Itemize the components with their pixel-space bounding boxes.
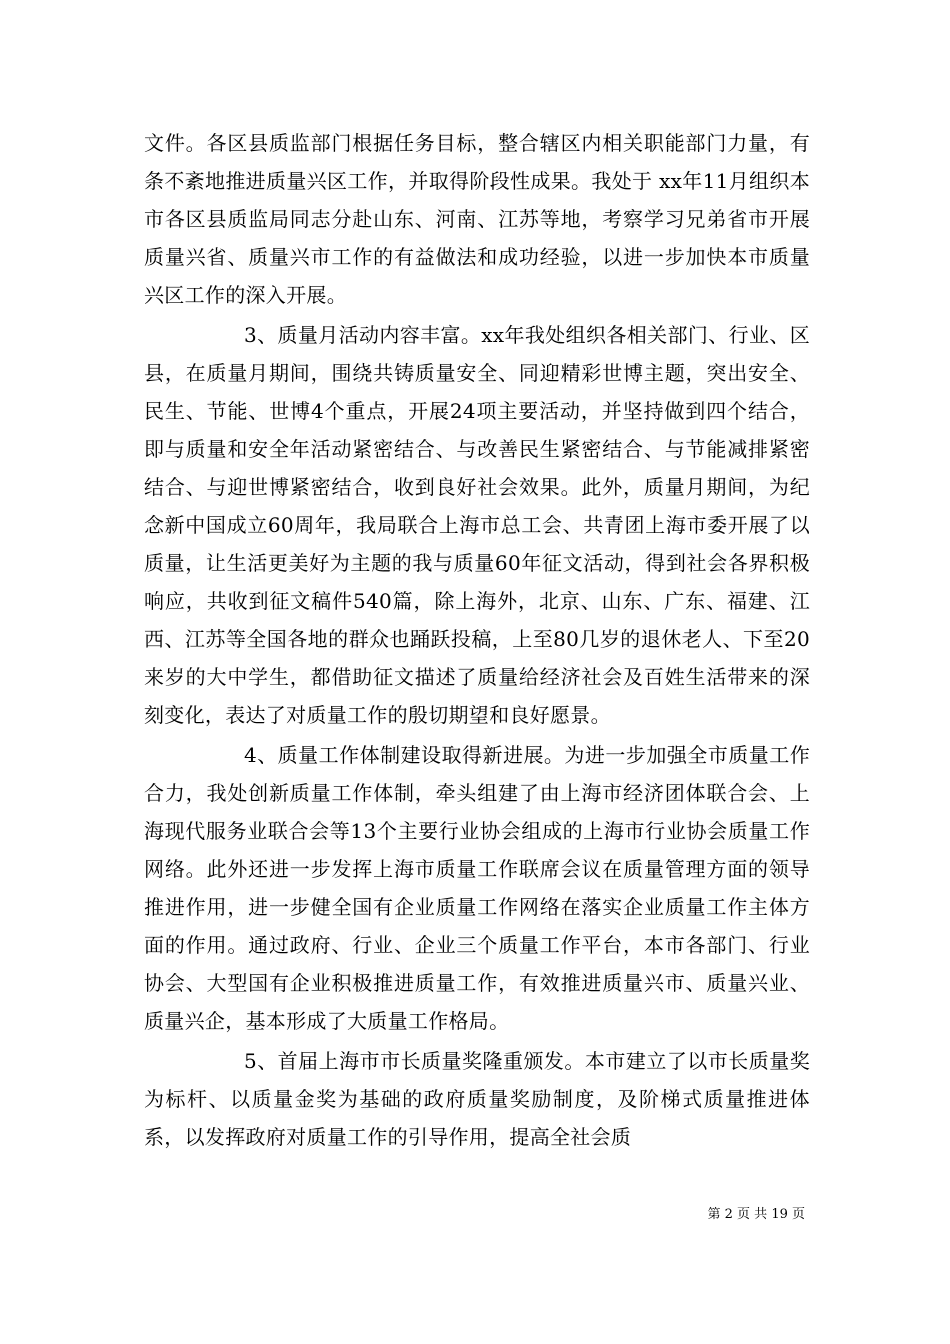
paragraph-continuation: 文件。各区县质监部门根据任务目标，整合辖区内相关职能部门力量，有条不紊地推进质量兴区工作，并取得阶段性成果。我处于 xx年11月组织本市各区县质监局同志分赴山东、河南、江苏等地，考察学习兄弟省市开展质量兴省、质量兴市工作的有益做法和成功经验，以进一步加快本市质量兴区工作的深入开展。 (144, 131, 810, 307)
document-body (144, 124, 810, 1156)
page-number-footer: 第 2 页 共 19 页 (707, 1207, 805, 1222)
paragraph-quality-month: 3、质量月活动内容丰富。xx年我处组织各相关部门、行业、区县，在质量月期间，围绕共铸质量安全、同迎精彩世博主题，突出安全、民生、节能、世博4个重点，开展24项主要活动，并坚持做到四个结合，即与质量和安全年活动紧密结合、与改善民生紧密结合、与节能减排紧密结合、与迎世博紧密结合，收到良好社会效果。此外，质量月期间，为纪念新中国成立60周年，我局联合上海市总工会、共青团上海市委开展了以质量，让生活更美好为主题的我与质量60年征文活动，得到社会各界积极响应，共收到征文稿件540篇，除上海外，北京、山东、广东、福建、江西、江苏等全国各地的群众也踊跃投稿，上至80几岁的退休老人、下至20来岁的大中学生，都借助征文描述了质量给经济社会及百姓生活带来的深刻变化，表达了对质量工作的殷切期望和良好愿景。 (144, 323, 810, 727)
paragraph-mayor-award: 5、首届上海市市长质量奖隆重颁发。本市建立了以市长质量奖为标杆、以质量金奖为基础的政府质量奖励制度，及阶梯式质量推进体系，以发挥政府对质量工作的引导作用，提高全社会质 (144, 1049, 810, 1149)
paragraph-quality-system: 4、质量工作体制建设取得新进展。为进一步加强全市质量工作合力，我处创新质量工作体制，牵头组建了由上海市经济团体联合会、上海现代服务业联合会等13个主要行业协会组成的上海市行业协会质量工作网络。此外还进一步发挥上海市质量工作联席会议在质量管理方面的领导推进作用，进一步健全国有企业质量工作网络在落实企业质量工作主体方面的作用。通过政府、行业、企业三个质量工作平台，本市各部门、行业协会、大型国有企业积极推进质量工作，有效推进质量兴市、质量兴业、质量兴企，基本形成了大质量工作格局。 (144, 743, 810, 1033)
